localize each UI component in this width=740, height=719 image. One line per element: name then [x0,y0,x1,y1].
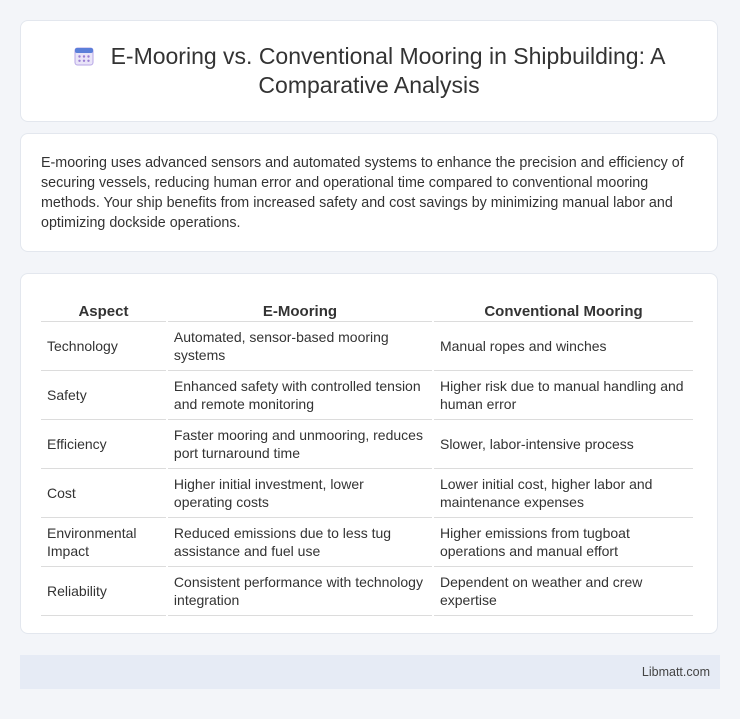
cell-conventional: Lower initial cost, higher labor and maintenance expenses [434,469,693,518]
table-row [41,567,693,616]
cell-conventional: Manual ropes and winches [434,322,693,371]
table-row [41,469,693,518]
cell-conventional: Dependent on weather and crew expertise [434,567,693,616]
cell-e-mooring: Consistent performance with technology integration [168,567,432,616]
table-row [41,518,693,567]
comparison-table [39,294,695,616]
intro-text: E-mooring uses advanced sensors and automated systems to enhance the precision and efficiency of securing vessels, reducing human error and operational time compared to conventional mooring methods. Your ship benefits from increased safety and cost savings by minimizing manual labor and optimizing dockside operations. [41,155,684,231]
cell-e-mooring: Reduced emissions due to less tug assistance and fuel use [168,518,432,567]
cell-e-mooring: Higher initial investment, lower operating costs [168,469,432,518]
cell-e-mooring: Enhanced safety with controlled tension and remote monitoring [168,371,432,420]
header-e-mooring: E-Mooring [168,294,432,322]
table-row [41,420,693,469]
footer-bar [20,655,720,689]
page-title: E-Mooring vs. Conventional Mooring in Shipbuilding: A Comparative Analysis [110,43,666,98]
page-title-container [49,42,689,100]
intro-card [20,133,718,252]
table-header-row [41,294,693,322]
cell-conventional: Slower, labor-intensive process [434,420,693,469]
calendar-icon [73,45,95,67]
cell-aspect: Technology [41,322,166,371]
cell-aspect: Reliability [41,567,166,616]
cell-e-mooring: Faster mooring and unmooring, reduces port turnaround time [168,420,432,469]
title-card [20,20,718,122]
header-aspect: Aspect [41,294,166,322]
cell-conventional: Higher emissions from tugboat operations and manual effort [434,518,693,567]
table-row [41,322,693,371]
cell-aspect: Environmental Impact [41,518,166,567]
footer-brand[interactable]: Libmatt.com [641,665,710,679]
cell-aspect: Efficiency [41,420,166,469]
cell-aspect: Cost [41,469,166,518]
cell-e-mooring: Automated, sensor-based mooring systems [168,322,432,371]
cell-aspect: Safety [41,371,166,420]
cell-conventional: Higher risk due to manual handling and human error [434,371,693,420]
comparison-table-card [20,273,718,634]
table-row [41,371,693,420]
header-conventional-mooring: Conventional Mooring [434,294,693,322]
